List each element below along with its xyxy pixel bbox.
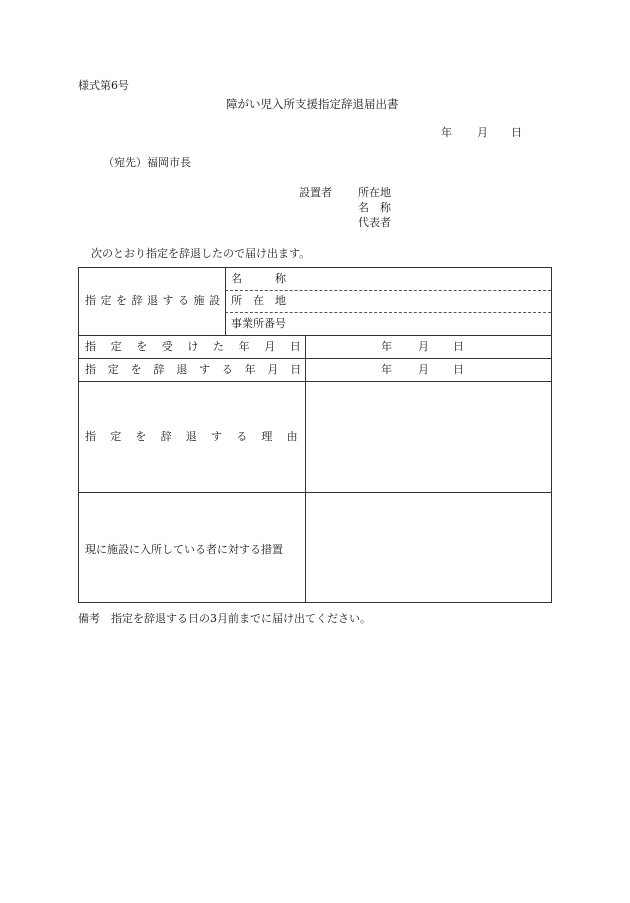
intro-text: 次のとおり指定を辞退したので届け出ます。 [91, 247, 311, 260]
received-date-day: 日 [453, 340, 464, 353]
establisher-name: 名 称 [358, 201, 391, 214]
row-divider [225, 312, 551, 313]
received-date-month: 月 [418, 340, 429, 353]
addressee: （宛先）福岡市長 [103, 156, 191, 169]
establisher-representative: 代表者 [358, 216, 391, 229]
row-divider [79, 358, 551, 359]
facility-label: 指定を辞退する施設 [85, 294, 225, 307]
withdrawal-form-table [78, 267, 552, 603]
received-date-label: 指定を受けた年月日 [85, 340, 316, 353]
withdrawal-reason-label: 指定を辞退する理由 [85, 430, 312, 443]
page-title: 障がい児入所支援指定辞退届出書 [226, 97, 399, 111]
row-divider [79, 381, 551, 382]
withdrawal-date-label: 指定を辞退する年月日 [85, 363, 313, 376]
establisher-label: 設置者 [299, 186, 332, 199]
row-divider [225, 290, 551, 291]
date-month: 月 [477, 126, 488, 139]
facility-name-label: 名 称 [231, 272, 286, 285]
form-number: 様式第6号 [78, 79, 129, 92]
establisher-location: 所在地 [358, 186, 391, 199]
withdrawal-date-year: 年 [381, 363, 392, 376]
row-divider [79, 335, 551, 336]
withdrawal-date-month: 月 [418, 363, 429, 376]
office-number-label: 事業所番号 [231, 317, 286, 330]
row-divider [79, 492, 551, 493]
date-year: 年 [441, 126, 452, 139]
column-divider [225, 268, 226, 335]
resident-measures-label: 現に施設に入所している者に対する措置 [85, 543, 283, 556]
received-date-year: 年 [381, 340, 392, 353]
remarks-note: 備考 指定を辞退する日の3月前までに届け出てください。 [78, 612, 371, 625]
withdrawal-date-day: 日 [453, 363, 464, 376]
date-day: 日 [511, 126, 522, 139]
facility-location-label: 所 在 地 [231, 294, 286, 307]
